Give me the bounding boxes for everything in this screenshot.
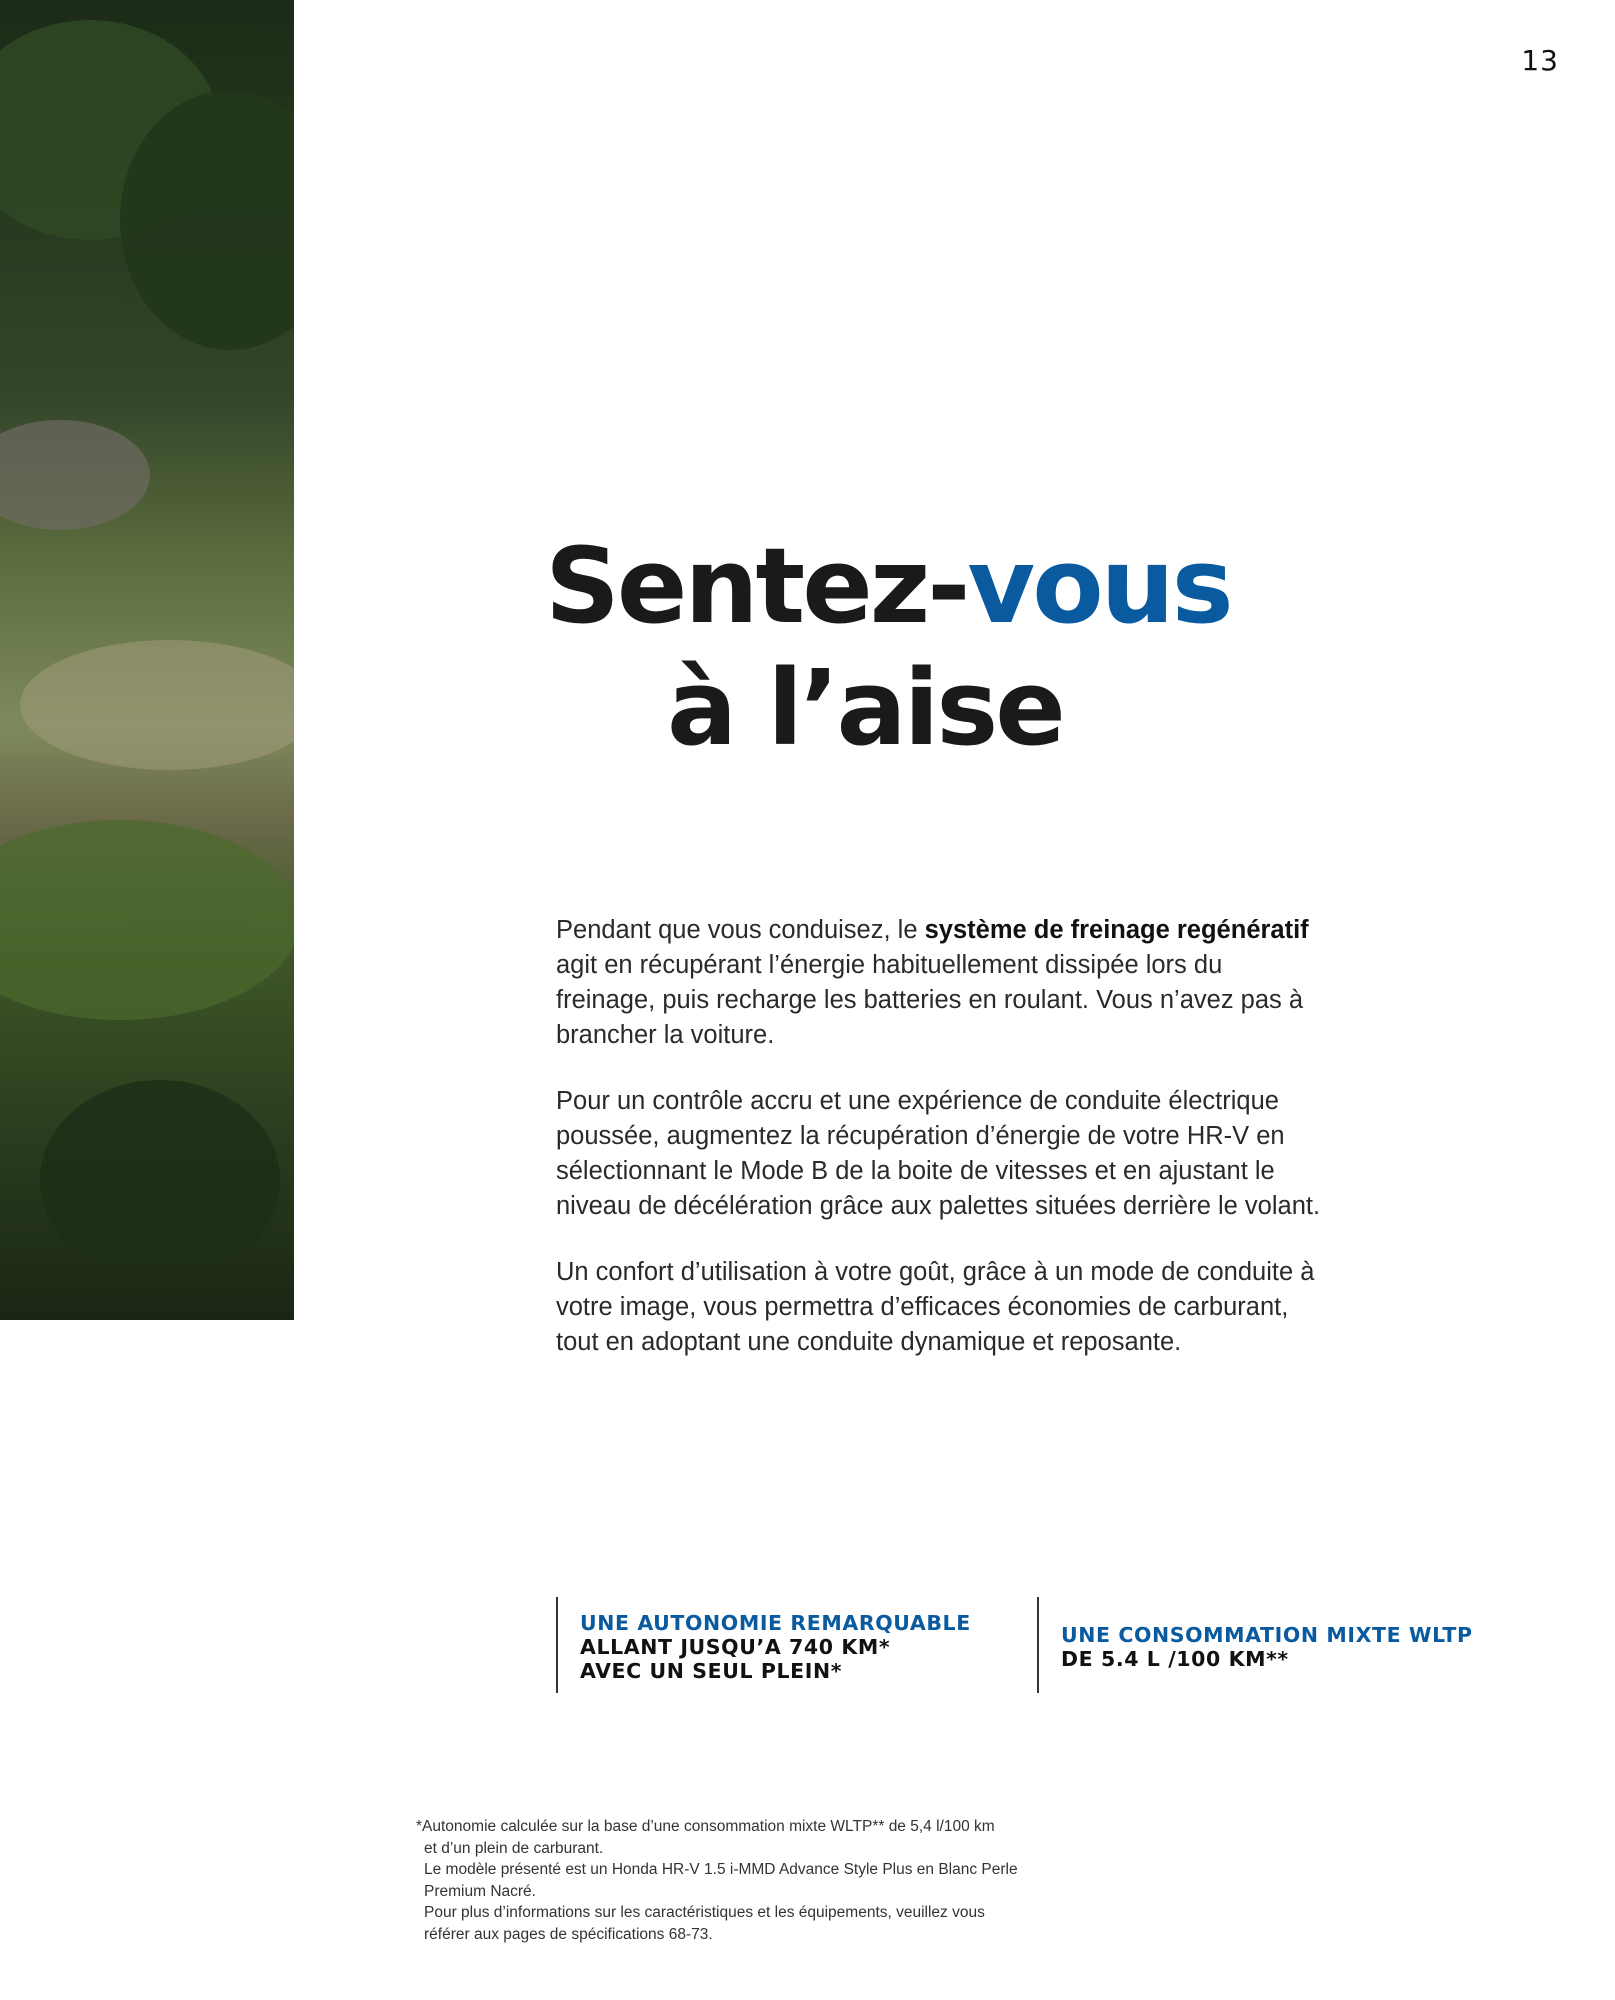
footnote-line: Premium Nacré. [424,1882,536,1900]
headline [545,525,1545,769]
page-number: 13 [1521,44,1559,77]
paragraph-2: Pour un contrôle accru et une expérience de conduite électrique poussée, augmentez la récupération d’énergie de votre HR-V en sélectionnant le Mode B de la boite de vitesses et en ajustant le niveau de décélération grâce aux palettes situées derrière le volant. [556,1087,1321,1220]
footnote-line: *Autonomie calculée sur la base d’une consommation mixte WLTP** de 5,4 l/100 km [416,1818,995,1835]
stat-autonomy [556,1597,971,1693]
stat-consumption [1037,1597,1473,1693]
headline-part1: Sentez- [545,525,968,647]
footnote-line: référer aux pages de spécifications 68-73. [424,1925,713,1943]
footnote-line: Pour plus d’informations sur les caractéristiques et les équipements, veuillez vous [424,1904,985,1921]
paragraph-1-emphasis: système de freinage regénératif [924,916,1309,944]
paragraph-1-rest: agit en récupérant l’énergie habituellement dissipée lors du freinage, puis recharge les batteries en roulant. Vous n’avez pas à brancher la voiture. [556,951,1304,1049]
stat-autonomy-line2: ALLANT JUSQU’A 740 KM* [580,1635,891,1659]
footnote-line: Le modèle présenté est un Honda HR-V 1.5 i-MMD Advance Style Plus en Blanc Perle [424,1861,1018,1878]
paragraph-1-intro: Pendant que vous conduisez, le [556,916,925,944]
footnotes [416,1816,1176,1945]
body-text [556,913,1326,1391]
stat-consumption-title: UNE CONSOMMATION MIXTE WLTP [1061,1623,1473,1647]
headline-accent: vous [967,525,1231,647]
paragraph-3: Un confort d’utilisation à votre goût, grâce à un mode de conduite à votre image, vous permettra d’efficaces économies de carburant, tout en adoptant une conduite dynamique et reposante. [556,1258,1315,1356]
paragraph-1 [556,913,1326,1053]
stat-autonomy-line3: AVEC UN SEUL PLEIN* [580,1659,843,1683]
nature-photo [0,0,294,1320]
headline-line2: à l’aise [667,647,1063,769]
stat-consumption-line2: DE 5.4 L /100 KM** [1061,1647,1289,1671]
stat-autonomy-title: UNE AUTONOMIE REMARQUABLE [580,1611,971,1635]
footnote-line: et d’un plein de carburant. [424,1839,604,1857]
